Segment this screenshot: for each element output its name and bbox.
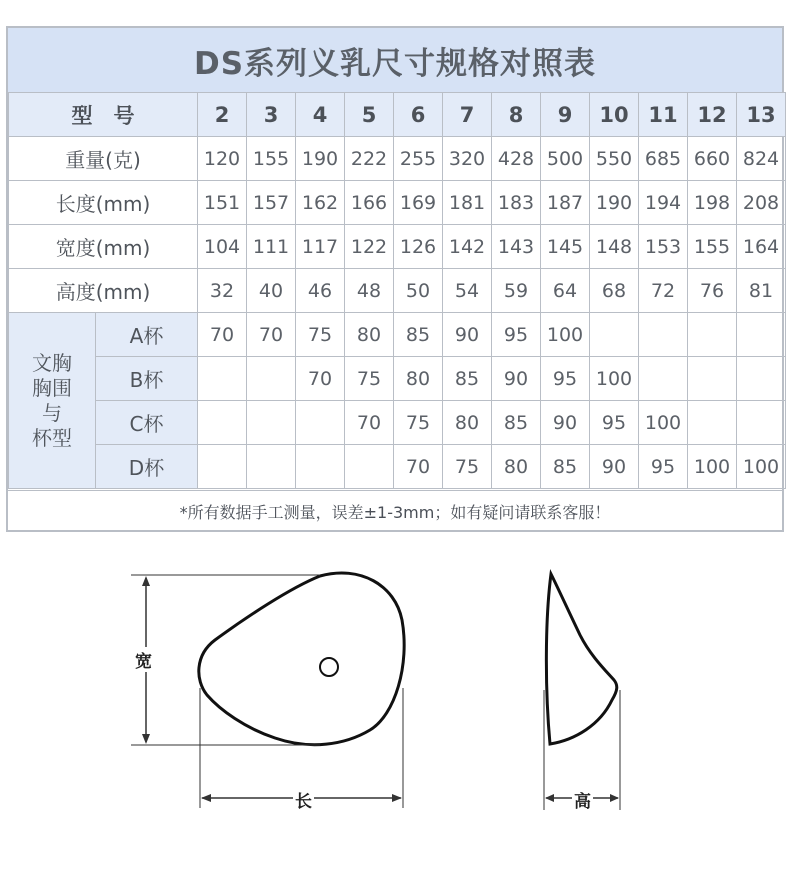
table-cell: 90 [541, 401, 590, 445]
size-header-cell: 9 [541, 93, 590, 137]
cup-label: A杯 [96, 313, 198, 357]
table-cell: 90 [492, 357, 541, 401]
table-cell: 660 [688, 137, 737, 181]
size-header-cell: 12 [688, 93, 737, 137]
bra-group-label [9, 313, 96, 489]
table-cell: 111 [247, 225, 296, 269]
table-cell [737, 357, 786, 401]
table-cell: 75 [296, 313, 345, 357]
table-cell: 190 [296, 137, 345, 181]
table-cell: 428 [492, 137, 541, 181]
table-cell: 95 [541, 357, 590, 401]
size-header-cell: 6 [394, 93, 443, 137]
cup-label: D杯 [96, 445, 198, 489]
table-cell: 85 [541, 445, 590, 489]
table-cell: 68 [590, 269, 639, 313]
size-header-cell: 10 [590, 93, 639, 137]
table-cell: 72 [639, 269, 688, 313]
table-cell: 157 [247, 181, 296, 225]
table-cell: 320 [443, 137, 492, 181]
table-cell: 208 [737, 181, 786, 225]
table-cell: 143 [492, 225, 541, 269]
table-row [9, 225, 786, 269]
table-cell: 145 [541, 225, 590, 269]
table-cell: 90 [443, 313, 492, 357]
table-cell: 117 [296, 225, 345, 269]
table-cell: 181 [443, 181, 492, 225]
table-cell: 70 [247, 313, 296, 357]
table-cell: 70 [198, 313, 247, 357]
table-header-row [9, 93, 786, 137]
table-row [9, 445, 786, 489]
table-cell: 100 [639, 401, 688, 445]
table-cell: 85 [394, 313, 443, 357]
size-header-cell: 11 [639, 93, 688, 137]
table-cell: 80 [345, 313, 394, 357]
table-cell: 164 [737, 225, 786, 269]
width-label: 宽 [135, 647, 152, 672]
table-cell: 148 [590, 225, 639, 269]
table-cell [688, 401, 737, 445]
bra-group-label-line: 文胸 [32, 350, 72, 375]
table-row [9, 269, 786, 313]
size-header-cell: 2 [198, 93, 247, 137]
table-cell [247, 357, 296, 401]
table-cell: 500 [541, 137, 590, 181]
size-chart [6, 26, 784, 532]
table-cell: 50 [394, 269, 443, 313]
table-cell: 80 [492, 445, 541, 489]
table-cell [247, 401, 296, 445]
row-label: 高度(mm) [9, 269, 198, 313]
table-cell: 166 [345, 181, 394, 225]
table-cell: 95 [590, 401, 639, 445]
table-cell: 90 [590, 445, 639, 489]
bra-group-label-line: 胸围 [32, 375, 72, 400]
table-row [9, 181, 786, 225]
table-cell: 40 [247, 269, 296, 313]
table-cell: 155 [247, 137, 296, 181]
table-row [9, 357, 786, 401]
table-cell: 153 [639, 225, 688, 269]
row-label: 重量(克) [9, 137, 198, 181]
height-label: 高 [572, 787, 593, 812]
table-cell: 550 [590, 137, 639, 181]
table-cell [247, 445, 296, 489]
table-cell [198, 357, 247, 401]
title-bar [8, 28, 782, 93]
table-cell: 95 [492, 313, 541, 357]
table-cell: 75 [394, 401, 443, 445]
table-cell: 255 [394, 137, 443, 181]
measurement-note: *所有数据手工测量，误差±1-3mm；如有疑问请联系客服！ [8, 490, 782, 531]
table-cell [590, 313, 639, 357]
prosthesis-side-view [546, 574, 616, 744]
table-cell: 81 [737, 269, 786, 313]
table-cell: 122 [345, 225, 394, 269]
table-cell [198, 401, 247, 445]
table-cell: 100 [590, 357, 639, 401]
table-cell: 85 [492, 401, 541, 445]
size-header-cell: 3 [247, 93, 296, 137]
table-cell: 162 [296, 181, 345, 225]
table-cell: 198 [688, 181, 737, 225]
table-cell: 194 [639, 181, 688, 225]
table-cell: 151 [198, 181, 247, 225]
table-cell: 59 [492, 269, 541, 313]
table-cell: 75 [443, 445, 492, 489]
bra-group-label-line: 与 [42, 400, 62, 425]
table-cell [737, 401, 786, 445]
table-cell [688, 313, 737, 357]
table-cell: 222 [345, 137, 394, 181]
table-cell: 685 [639, 137, 688, 181]
table-cell [639, 313, 688, 357]
table-cell [198, 445, 247, 489]
table-cell: 80 [394, 357, 443, 401]
table-cell: 70 [296, 357, 345, 401]
model-header-label: 型 号 [9, 93, 198, 137]
table-cell: 104 [198, 225, 247, 269]
size-header-cell: 13 [737, 93, 786, 137]
table-cell: 100 [688, 445, 737, 489]
valve-hole [320, 658, 338, 676]
table-cell: 100 [541, 313, 590, 357]
table-cell: 32 [198, 269, 247, 313]
table-cell: 824 [737, 137, 786, 181]
size-table [8, 92, 786, 489]
prosthesis-diagram [0, 540, 790, 840]
table-cell [296, 445, 345, 489]
table-cell: 85 [443, 357, 492, 401]
table-cell: 46 [296, 269, 345, 313]
size-header-cell: 7 [443, 93, 492, 137]
row-label: 宽度(mm) [9, 225, 198, 269]
table-row [9, 401, 786, 445]
table-cell: 169 [394, 181, 443, 225]
cup-label: C杯 [96, 401, 198, 445]
table-cell: 155 [688, 225, 737, 269]
table-cell: 54 [443, 269, 492, 313]
table-row [9, 137, 786, 181]
row-label: 长度(mm) [9, 181, 198, 225]
bra-group-label-line: 杯型 [32, 425, 72, 450]
table-cell: 75 [345, 357, 394, 401]
cup-label: B杯 [96, 357, 198, 401]
table-cell [345, 445, 394, 489]
table-cell: 120 [198, 137, 247, 181]
chart-title: DS系列义乳尺寸规格对照表 [193, 45, 597, 82]
table-cell: 80 [443, 401, 492, 445]
table-cell: 142 [443, 225, 492, 269]
table-cell: 95 [639, 445, 688, 489]
table-cell: 183 [492, 181, 541, 225]
table-cell: 126 [394, 225, 443, 269]
prosthesis-top-view [199, 573, 404, 745]
size-header-cell: 5 [345, 93, 394, 137]
table-cell: 187 [541, 181, 590, 225]
table-cell [737, 313, 786, 357]
table-cell [296, 401, 345, 445]
size-header-cell: 8 [492, 93, 541, 137]
length-label: 长 [293, 787, 314, 812]
size-header-cell: 4 [296, 93, 345, 137]
table-cell: 100 [737, 445, 786, 489]
table-cell: 48 [345, 269, 394, 313]
table-cell: 190 [590, 181, 639, 225]
table-cell [639, 357, 688, 401]
table-cell: 70 [394, 445, 443, 489]
table-cell: 70 [345, 401, 394, 445]
table-cell: 76 [688, 269, 737, 313]
table-row [9, 313, 786, 357]
table-cell [688, 357, 737, 401]
table-cell: 64 [541, 269, 590, 313]
